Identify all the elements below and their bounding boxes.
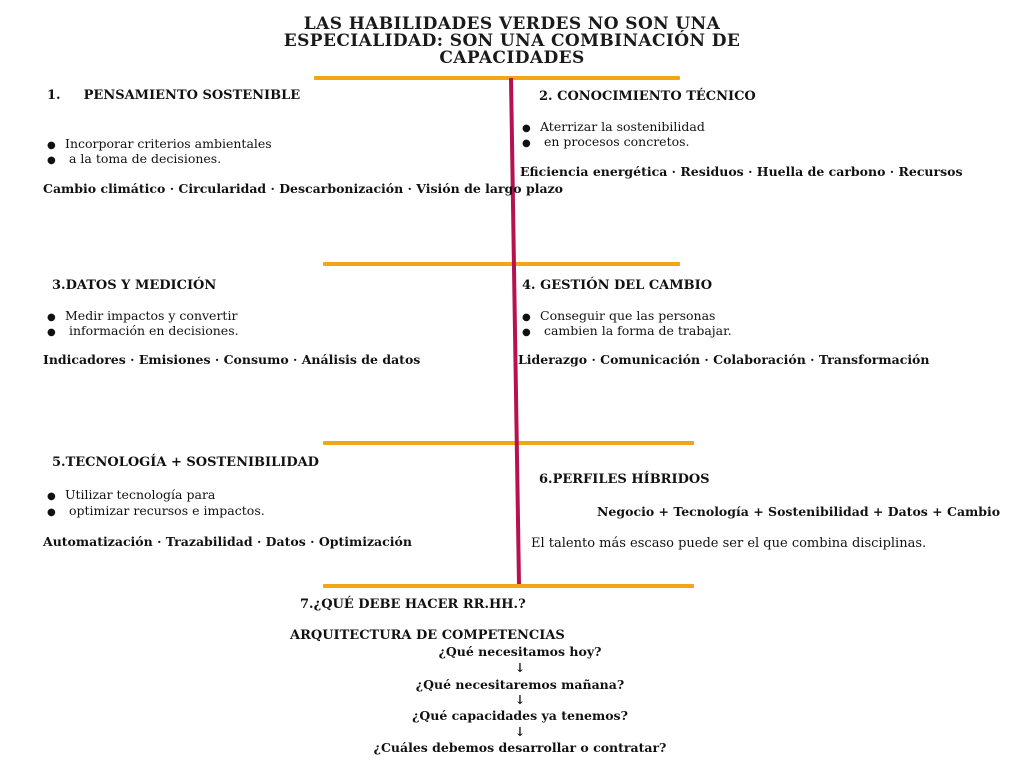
section-1-heading: [47, 88, 300, 103]
section-2-tags: Eficiencia energética · Residuos · Huella de carbono · Recursos: [520, 164, 963, 179]
section-1-bullet-1: ● Incorporar criterios ambientales: [47, 136, 272, 151]
bullet-icon: ●: [47, 312, 56, 323]
down-arrow-icon: ↓: [514, 660, 526, 675]
divider-top: [314, 76, 680, 80]
section-3-tags: Indicadores · Emisiones · Consumo · Análisis de datos: [43, 352, 421, 367]
section-3-bullet-2: ● información en decisiones.: [47, 323, 239, 338]
section-2-bullet-1: ● Aterrizar la sostenibilidad: [522, 119, 705, 134]
section-5-heading: 5.TECNOLOGÍA + SOSTENIBILIDAD: [52, 455, 319, 470]
down-arrow-icon: ↓: [514, 692, 526, 707]
flow-step-2: ¿Qué necesitaremos mañana?: [415, 677, 625, 692]
title-line-3: CAPACIDADES: [439, 48, 585, 68]
section-4-heading: 4. GESTIÓN DEL CAMBIO: [522, 278, 713, 293]
section-3-bullet-1: ● Medir impactos y convertir: [47, 308, 238, 323]
down-arrow-icon: ↓: [514, 724, 526, 739]
title-line-2: ESPECIALIDAD: SON UNA COMBINACIÓN DE: [283, 31, 741, 51]
section-2-bullet-2: ● en procesos concretos.: [522, 134, 690, 149]
bullet-icon: ●: [47, 491, 56, 502]
bullet-icon: ●: [47, 507, 56, 518]
section-2-heading: 2. CONOCIMIENTO TÉCNICO: [539, 89, 756, 104]
page-title: [230, 16, 794, 67]
section-3-heading: 3.DATOS Y MEDICIÓN: [52, 278, 217, 293]
section-6-note: El talento más escaso puede ser el que combina disciplinas.: [531, 536, 927, 551]
bullet-icon: ●: [522, 123, 531, 134]
section-6-tags: Negocio + Tecnología + Sostenibilidad + Datos + Cambio: [597, 504, 1001, 519]
section-5-bullet-2: ● optimizar recursos e impactos.: [47, 503, 265, 518]
section-5-tags: Automatización · Trazabilidad · Datos · Optimización: [43, 534, 412, 549]
bullet-icon: ●: [47, 140, 56, 151]
section-1-bullet-2: ● a la toma de decisiones.: [47, 151, 222, 166]
section-1-title: PENSAMIENTO SOSTENIBLE: [83, 88, 301, 103]
flow-step-3: ¿Qué capacidades ya tenemos?: [412, 708, 628, 723]
bullet-icon: ●: [522, 327, 531, 338]
bullet-icon: ●: [522, 138, 531, 149]
section-4-tags: Liderazgo · Comunicación · Colaboración · Transformación: [518, 352, 930, 367]
bullet-icon: ●: [47, 155, 56, 166]
bullet-icon: ●: [47, 327, 56, 338]
section-7-subheading: ARQUITECTURA DE COMPETENCIAS: [290, 628, 565, 643]
title-line-1: LAS HABILIDADES VERDES NO SON UNA: [303, 14, 721, 34]
section-1-number: 1.: [47, 88, 61, 103]
section-6-heading: 6.PERFILES HÍBRIDOS: [539, 472, 710, 487]
section-5-bullet-1: ● Utilizar tecnología para: [47, 487, 216, 502]
section-4-bullet-2: ● cambien la forma de trabajar.: [522, 323, 732, 338]
section-4-bullet-1: ● Conseguir que las personas: [522, 308, 716, 323]
section-1-tags: Cambio climático · Circularidad · Descarbonización · Visión de largo plazo: [43, 181, 564, 196]
bullet-icon: ●: [522, 312, 531, 323]
flow-step-4: ¿Cuáles debemos desarrollar o contratar?: [373, 740, 667, 755]
flow-step-1: ¿Qué necesitamos hoy?: [438, 644, 602, 659]
section-7-heading: 7.¿QUÉ DEBE HACER RR.HH.?: [300, 597, 526, 612]
